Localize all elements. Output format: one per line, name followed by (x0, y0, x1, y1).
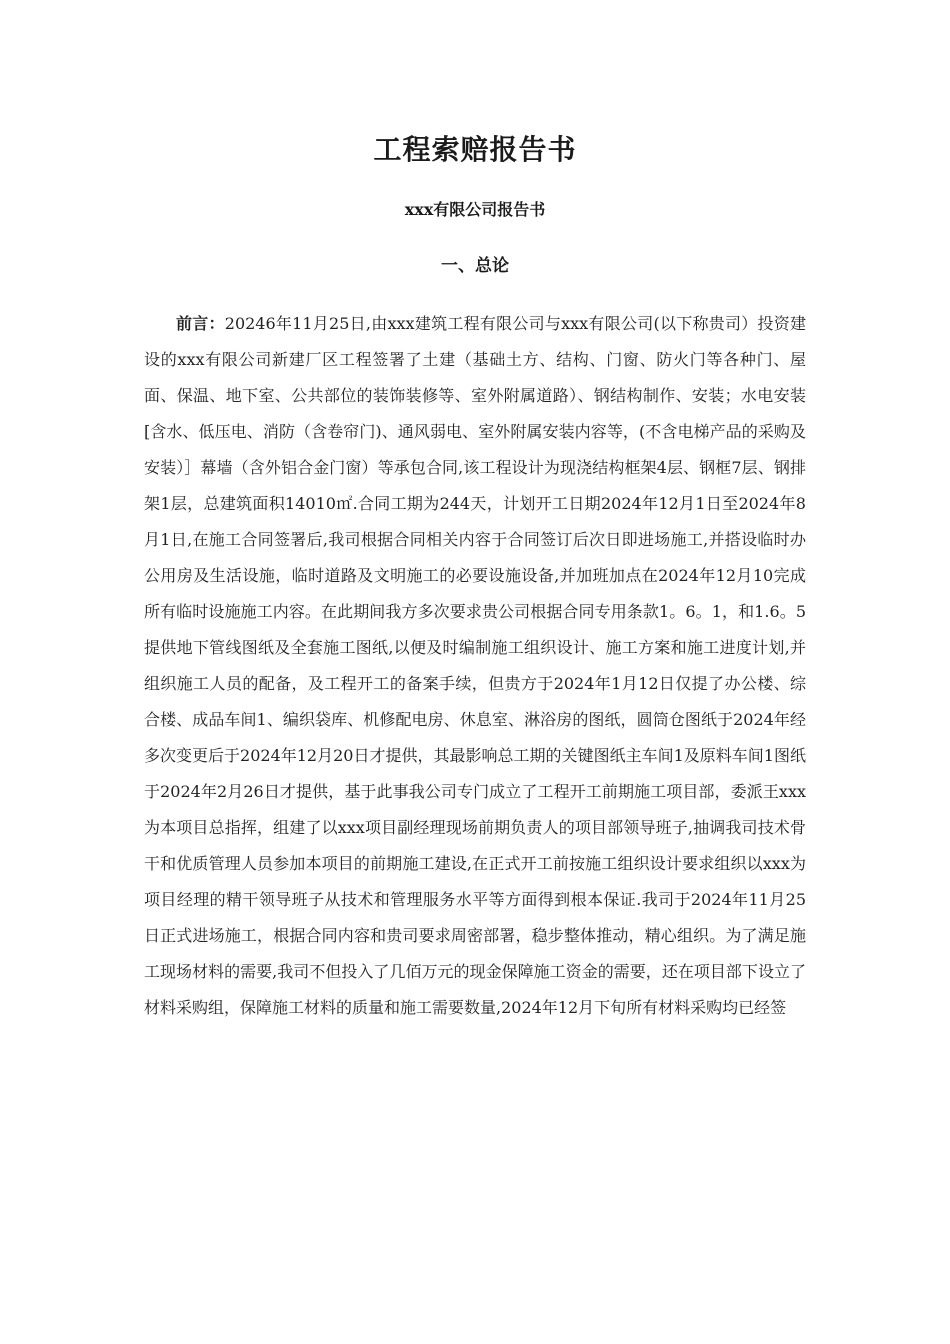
body-paragraph (144, 306, 806, 1026)
paragraph-text: 20246年11月25日,由xxx建筑工程有限公司与xxx有限公司(以下称贵司）投资建设的xxx有限公司新建厂区工程签署了土建（基础土方、结构、门窗、防火门等各种门、屋面、保温、地下室、公共部位的装饰装修等、室外附属道路）、钢结构制作、安装；水电安装[含水、低压电、消防（含卷帘门)、通风弱电、室外附属安装内容等，(不含电梯产品的采购及安装）］幕墙（含外铝合金门窗）等承包合同,该工程设计为现浇结构框架4层、钢框7层、钢排架1层，总建筑面积14010㎡.合同工期为244天，计划开工日期2024年12月1日至2024年8月1日,在施工合同签署后,我司根据合同相关内容于合同签订后次日即进场施工,并搭设临时办公用房及生活设施，临时道路及文明施工的必要设施设备,并加班加点在2024年12月10完成所有临时设施施工内容。在此期间我方多次要求贵公司根据合同专用条款1。6。1，和1.6。5提供地下管线图纸及全套施工图纸,以便及时编制施工组织设计、施工方案和施工进度计划,并组织施工人员的配备，及工程开工的备案手续，但贵方于2024年1月12日仅提了办公楼、综合楼、成品车间1、编织袋库、机修配电房、休息室、淋浴房的图纸，圆筒仓图纸于2024年经多次变更后于2024年12月20日才提供，其最影响总工期的关键图纸主车间1及原料车间1图纸于2024年2月26日才提供，基于此事我公司专门成立了工程开工前期施工项目部，委派王xxx为本项目总指挥，组建了以xxx项目副经理现场前期负责人的项目部领导班子,抽调我司技术骨干和优质管理人员参加本项目的前期施工建设,在正式开工前按施工组织设计要求组织以xxx为项目经理的精干领导班子从技术和管理服务水平等方面得到根本保证.我司于2024年11月25日正式进场施工，根据合同内容和贵司要求周密部署，稳步整体推动，精心组织。为了满足施工现场材料的需要,我司不但投入了几佰万元的现金保障施工资金的需要，还在项目部下设立了材料采购组，保障施工材料的质量和施工需要数量,2024年12月下旬所有材料采购均已经签 (144, 314, 806, 1017)
section-heading: 一、总论 (441, 256, 509, 276)
paragraph-lead: 前言： (176, 314, 225, 333)
document-subtitle: xxx有限公司报告书 (404, 200, 546, 219)
document-title: 工程索赔报告书 (373, 133, 577, 166)
